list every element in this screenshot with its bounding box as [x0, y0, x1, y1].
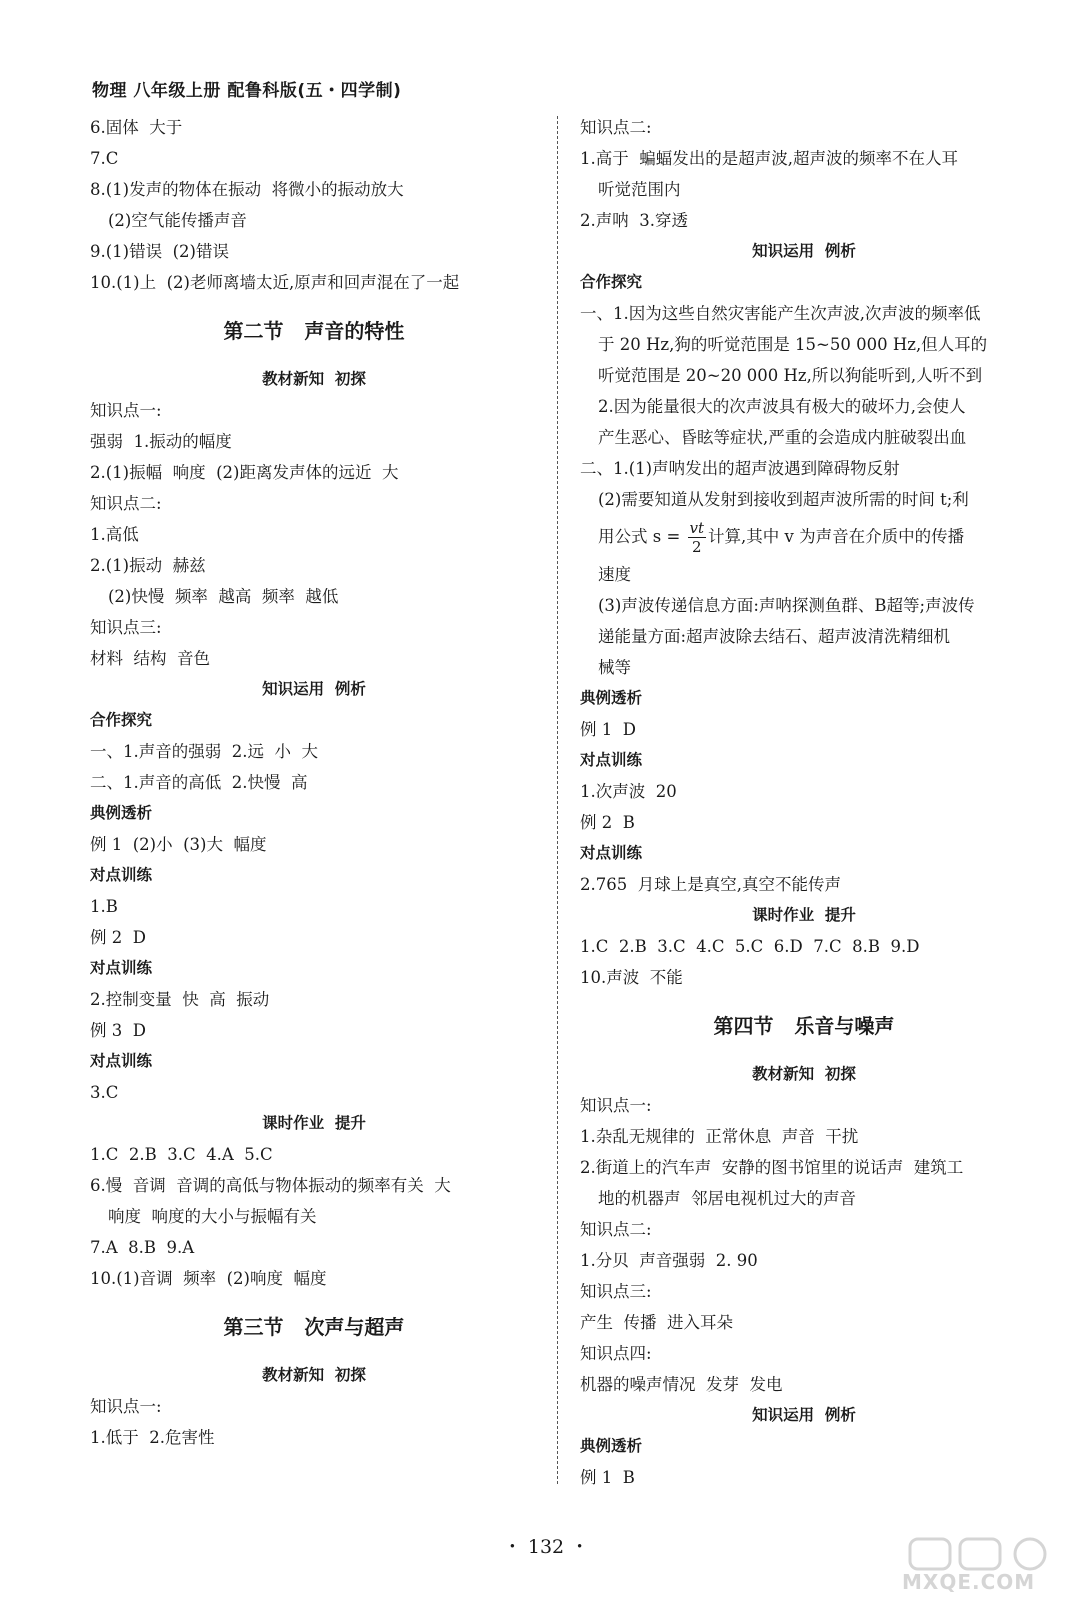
watermark-icon — [890, 1535, 1080, 1575]
answer-line: 2.街道上的汽车声 安静的图书馆里的说话声 建筑工 — [580, 1158, 964, 1177]
formula-prefix: 用公式 s = — [598, 527, 686, 546]
page-number: ・ 132 ・ — [502, 1536, 590, 1558]
answer-line: (3)声波传递信息方面:声呐探测鱼群、B超等;声波传 — [598, 596, 975, 615]
answer-line: 知识点四: — [580, 1344, 652, 1363]
page-header: 物理 八年级上册 配鲁科版(五・四学制) — [92, 81, 402, 101]
section-title: 第二节 声音的特性 — [223, 319, 405, 343]
answer-line: 一、1.因为这些自然灾害能产生次声波,次声波的频率低 — [580, 304, 981, 323]
answer-line: (2)空气能传播声音 — [108, 211, 247, 230]
answer-line: 速度 — [598, 565, 631, 584]
category-label: 典例透析 — [90, 804, 153, 822]
answer-line: 地的机器声 邻居电视机过大的声音 — [598, 1189, 856, 1208]
answer-line: 机器的噪声情况 发芽 发电 — [580, 1375, 783, 1394]
subsection-heading: 知识运用 例析 — [752, 242, 856, 260]
section-title: 第三节 次声与超声 — [223, 1315, 405, 1339]
answer-line: 例 1 D — [580, 720, 636, 739]
formula-line — [580, 515, 1028, 559]
answer-line: 材料 结构 音色 — [90, 649, 210, 668]
answer-line: 2.(1)振动 赫兹 — [90, 556, 206, 575]
category-label: 合作探究 — [580, 273, 643, 291]
subsection-heading: 知识运用 例析 — [752, 1406, 856, 1424]
answer-line: 1.高低 — [90, 525, 139, 544]
fraction-denominator: 2 — [692, 538, 702, 556]
answer-line: 递能量方面:超声波除去结石、超声波清洗精细机 — [598, 627, 951, 646]
answer-line: 6.固体 大于 — [90, 118, 183, 137]
answer-line: 知识点三: — [580, 1282, 652, 1301]
answer-line: 一、1.声音的强弱 2.远 小 大 — [90, 742, 318, 761]
answer-line: 2.(1)振幅 响度 (2)距离发声体的远近 大 — [90, 463, 399, 482]
subsection-heading: 知识运用 例析 — [262, 680, 366, 698]
answer-line: 10.(1)音调 频率 (2)响度 幅度 — [90, 1269, 327, 1288]
answer-line: 10.(1)上 (2)老师离墙太近,原声和回声混在了一起 — [90, 273, 460, 292]
answer-line: 例 2 D — [90, 928, 146, 947]
answer-line: 知识点一: — [580, 1096, 652, 1115]
answer-line: 知识点三: — [90, 618, 162, 637]
answer-line: 知识点二: — [580, 1220, 652, 1239]
answer-line: 1.C 2.B 3.C 4.A 5.C — [90, 1145, 273, 1164]
answer-line: 7.A 8.B 9.A — [90, 1238, 195, 1257]
answer-line: 2.控制变量 快 高 振动 — [90, 990, 270, 1009]
answer-line: 3.C — [90, 1083, 119, 1102]
subsection-heading: 教材新知 初探 — [262, 1366, 366, 1384]
answer-line: 于 20 Hz,狗的听觉范围是 15~50 000 Hz,但人耳的 — [598, 335, 988, 354]
answer-line: 例 1 (2)小 (3)大 幅度 — [90, 835, 267, 854]
answer-line: 1.分贝 声音强弱 2. 90 — [580, 1251, 758, 1270]
answer-line: 产生 传播 进入耳朵 — [580, 1313, 733, 1332]
right-column — [580, 112, 1028, 1493]
answer-line: 响度 响度的大小与振幅有关 — [108, 1207, 317, 1226]
answer-line: 知识点二: — [580, 118, 652, 137]
answer-line: 9.(1)错误 (2)错误 — [90, 242, 229, 261]
formula-suffix: 计算,其中 v 为声音在介质中的传播 — [708, 527, 965, 546]
watermark-logo — [890, 1535, 1080, 1595]
subsection-heading: 课时作业 提升 — [262, 1114, 366, 1132]
answer-line: 听觉范围是 20~20 000 Hz,所以狗能听到,人听不到 — [598, 366, 983, 385]
category-label: 典例透析 — [580, 689, 643, 707]
answer-line: 1.高于 蝙蝠发出的是超声波,超声波的频率不在人耳 — [580, 149, 958, 168]
answer-line: 1.C 2.B 3.C 4.C 5.C 6.D 7.C 8.B 9.D — [580, 937, 920, 956]
answer-line: 知识点二: — [90, 494, 162, 513]
answer-line: 二、1.声音的高低 2.快慢 高 — [90, 773, 308, 792]
answer-line: 强弱 1.振动的幅度 — [90, 432, 232, 451]
answer-line: 2.因为能量很大的次声波具有极大的破坏力,会使人 — [598, 397, 966, 416]
subsection-heading: 教材新知 初探 — [262, 370, 366, 388]
category-label: 合作探究 — [90, 711, 153, 729]
answer-line: 械等 — [598, 658, 631, 677]
category-label: 对点训练 — [90, 1052, 153, 1070]
answer-line: 1.次声波 20 — [580, 782, 677, 801]
category-label: 对点训练 — [580, 751, 643, 769]
answer-line: 例 2 B — [580, 813, 635, 832]
answer-line: 6.慢 音调 音调的高低与物体振动的频率有关 大 — [90, 1176, 451, 1195]
answer-line: 10.声波 不能 — [580, 968, 683, 987]
answer-line: 例 3 D — [90, 1021, 146, 1040]
subsection-heading: 课时作业 提升 — [752, 906, 856, 924]
answer-line: 7.C — [90, 149, 119, 168]
category-label: 对点训练 — [580, 844, 643, 862]
category-label: 典例透析 — [580, 1437, 643, 1455]
answer-line: 产生恶心、昏眩等症状,严重的会造成内脏破裂出血 — [598, 428, 967, 447]
answer-line: (2)快慢 频率 越高 频率 越低 — [108, 587, 339, 606]
column-divider — [557, 116, 558, 1484]
formula-fraction — [688, 519, 707, 556]
answer-line: 例 1 B — [580, 1468, 635, 1487]
answer-line: 8.(1)发声的物体在振动 将微小的振动放大 — [90, 180, 404, 199]
category-label: 对点训练 — [90, 866, 153, 884]
answer-line: 2.765 月球上是真空,真空不能传声 — [580, 875, 841, 894]
answer-line: 1.B — [90, 897, 118, 916]
answer-line: 1.低于 2.危害性 — [90, 1428, 215, 1447]
category-label: 对点训练 — [90, 959, 153, 977]
left-column — [90, 112, 538, 1453]
answer-line: 知识点一: — [90, 401, 162, 420]
watermark-text: MXQE.COM — [902, 1570, 1036, 1594]
section-title: 第四节 乐音与噪声 — [713, 1014, 895, 1038]
answer-line: (2)需要知道从发射到接收到超声波所需的时间 t;利 — [598, 490, 969, 509]
answer-line: 二、1.(1)声呐发出的超声波遇到障碍物反射 — [580, 459, 900, 478]
fraction-numerator: vt — [689, 519, 705, 537]
answer-line: 听觉范围内 — [598, 180, 681, 199]
answer-line: 2.声呐 3.穿透 — [580, 211, 688, 230]
answer-line: 1.杂乱无规律的 正常休息 声音 干扰 — [580, 1127, 859, 1146]
answer-line: 知识点一: — [90, 1397, 162, 1416]
subsection-heading: 教材新知 初探 — [752, 1065, 856, 1083]
